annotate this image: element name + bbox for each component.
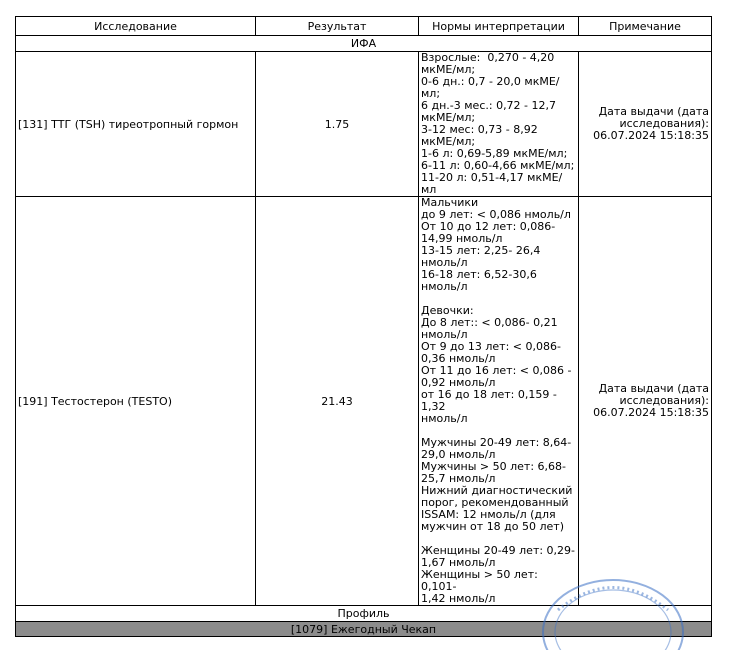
norm-line: от 16 до 18 лет: 0,159 - 1,32: [421, 388, 561, 413]
norm-line: нмоль/л: [421, 412, 468, 425]
norm-line: 25,7 нмоль/л: [421, 472, 496, 485]
header-test: Исследование: [16, 17, 256, 36]
test-note: [579, 197, 712, 606]
norm-line: мкМЕ/мл;: [421, 63, 476, 76]
norm-line: Взрослые: 0,270 - 4,20: [421, 51, 555, 64]
norm-line: До 8 лет:: < 0,086- 0,21: [421, 316, 558, 329]
test-result: 1.75: [256, 52, 419, 197]
test-name: [191] Тестостерон (TESTO): [16, 197, 256, 606]
norm-line: 29,0 нмоль/л: [421, 448, 496, 461]
note-line: 06.07.2024 15:18:35: [593, 129, 709, 142]
norm-line: Нижний диагностический: [421, 484, 573, 497]
header-norms: Нормы интерпретации: [419, 17, 579, 36]
test-result: 21.43: [256, 197, 419, 606]
test-name: [131] ТТГ (TSH) тиреотропный гормон: [16, 52, 256, 197]
norm-line: Женщины > 50 лет: 0,101-: [421, 568, 542, 593]
norm-line: От 11 до 16 лет: < 0,086 -: [421, 364, 572, 377]
norm-line: 3-12 мес: 0,73 - 8,92: [421, 123, 538, 136]
norm-line: Женщины 20-49 лет: 0,29-: [421, 544, 576, 557]
norm-line: нмоль/л: [421, 280, 468, 293]
test-note: [579, 52, 712, 197]
norm-line: От 9 до 13 лет: < 0,086-: [421, 340, 561, 353]
norm-line: нмоль/л: [421, 328, 468, 341]
note-line: 06.07.2024 15:18:35: [593, 406, 709, 419]
header-result: Результат: [256, 17, 419, 36]
test-norms: [419, 52, 579, 197]
note-line: исследования):: [619, 394, 709, 407]
norm-line: 1-6 л: 0,69-5,89 мкМЕ/мл;: [421, 147, 568, 160]
stamp-seal-icon: [538, 570, 688, 650]
norm-line: От 10 до 12 лет: 0,086-: [421, 220, 556, 233]
results-table: [15, 16, 712, 637]
norm-line: 14,99 нмоль/л: [421, 232, 503, 245]
norm-line: мкМЕ/мл;: [421, 111, 476, 124]
note-line: Дата выдачи (дата: [598, 382, 709, 395]
header-row: [16, 17, 712, 36]
section-row: [16, 36, 712, 52]
norm-line: 1,42 нмоль/л: [421, 592, 496, 605]
norm-line: Мужчины 20-49 лет: 8,64-: [421, 436, 572, 449]
norm-line: 0,36 нмоль/л: [421, 352, 496, 365]
norm-line: 13-15 лет: 2,25- 26,4: [421, 244, 541, 257]
norm-line: 6 дн.-3 мес.: 0,72 - 12,7: [421, 99, 557, 112]
header-note: Примечание: [579, 17, 712, 36]
norm-line: Девочки:: [421, 304, 474, 317]
profile-label: Профиль: [16, 606, 712, 622]
norm-line: 0-6 дн.: 0,7 - 20,0 мкМЕ/мл;: [421, 75, 560, 100]
checkup-label: [1079] Ежегодный Чекап: [16, 622, 712, 637]
norm-line: 11-20 л: 0,51-4,17 мкМЕ/мл: [421, 171, 563, 196]
norm-line: Мужчины > 50 лет: 6,68-: [421, 460, 567, 473]
norm-line: порог, рекомендованный: [421, 496, 569, 509]
note-line: исследования):: [619, 117, 709, 130]
norm-line: ISSAM: 12 нмоль/л (для: [421, 508, 556, 521]
norm-line: нмоль/л: [421, 256, 468, 269]
table-row: [16, 52, 712, 197]
norm-line: мужчин от 18 до 50 лет): [421, 520, 565, 533]
norm-line: Мальчики: [421, 196, 479, 209]
norm-line: 0,92 нмоль/л: [421, 376, 496, 389]
norm-line: 6-11 л: 0,60-4,66 мкМЕ/мл;: [421, 159, 575, 172]
note-line: Дата выдачи (дата: [598, 105, 709, 118]
test-norms: [419, 197, 579, 606]
norm-line: мкМЕ/мл;: [421, 135, 476, 148]
section-title: ИФА: [16, 36, 712, 52]
norm-line: 16-18 лет: 6,52-30,6: [421, 268, 537, 281]
norm-line: 1,67 нмоль/л: [421, 556, 496, 569]
table-row: [16, 197, 712, 606]
norm-line: до 9 лет: < 0,086 нмоль/л: [421, 208, 571, 221]
